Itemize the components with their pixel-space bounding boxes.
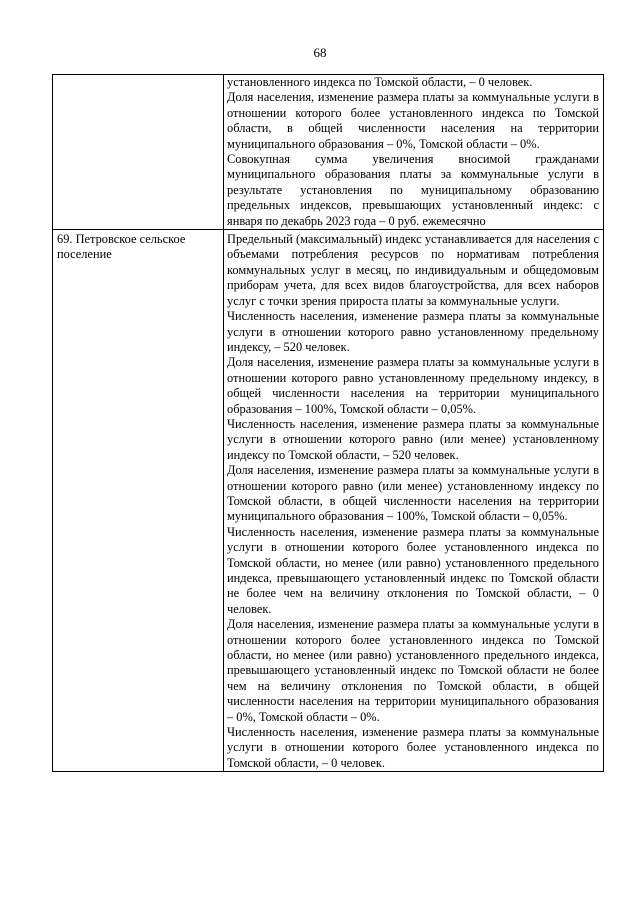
description-paragraph: Численность населения, изменение размера платы за коммунальные услуги в отношении которого равно установленному предельному индексу, – 520 человек. [227,309,599,354]
description-paragraph: Численность населения, изменение размера платы за коммунальные услуги в отношении которого более установленного индекса по Томской области, – 0 человек. [227,725,599,770]
table-row [53,75,604,230]
table-cell-municipality [53,230,224,772]
description-paragraph: Численность населения, изменение размера платы за коммунальные услуги в отношении которого более установленного индекса по Томской области, но менее (или равно) установленного предельного индекса, превышающего установленный индекс по Томской области не более чем на величину отклонения по Томской области, – 0 человек. [227,524,599,616]
description-paragraph: Совокупная сумма увеличения вносимой гражданами муниципального образования платы за коммунальные услуги в результате установления по муниципальному образованию предельных индексов, превышающих установленный индекс: с января по декабрь 2023 года – 0 руб. ежемесячно [227,152,599,228]
page-number: 68 [313,45,327,60]
table-row [53,230,604,772]
description-paragraph: Доля населения, изменение размера платы за коммунальные услуги в отношении которого равно (или менее) установленному индексу по Томской области, в общей численности населения на территории муниципального образования – 100%, Томской области – 0,05%. [227,463,599,524]
municipality-name [53,75,223,77]
table-cell-municipality [53,75,224,230]
description-paragraph: Численность населения, изменение размера платы за коммунальные услуги в отношении которого равно (или менее) установленному индексу по Томской области, – 520 человек. [227,416,599,462]
table-cell-description [224,230,604,772]
description-paragraph: Предельный (максимальный) индекс устанавливается для населения с объемами потребления ресурсов по нормативам потребления коммунальных услуг в месяц, по индивидуальным и общедомовым приборам учета, для всех видов благоустройства, для всех наборов услуг с точки зрения прироста платы за коммунальные услуги. [227,232,599,308]
municipality-name: 69. Петровское сельское поселение [57,232,186,262]
description-paragraph: установленного индекса по Томской области, – 0 человек. [227,75,533,89]
description-paragraph: Доля населения, изменение размера платы за коммунальные услуги в отношении которого более установленного индекса по Томской области, но менее (или равно) установленного предельного индекса, превышающего установленный индекс по Томской области не более чем на величину отклонения по Томской области, в общей численности населения на территории муниципального образования – 0%, Томской области – 0%. [227,617,599,724]
description-paragraph: Доля населения, изменение размера платы за коммунальные услуги в отношении которого равно установленному предельному индексу, в общей численности населения на территории муниципального образования – 100%, Томской области – 0,05%. [227,355,599,416]
document-table [52,74,604,772]
table-cell-description [224,75,604,230]
description-paragraph: Доля населения, изменение размера платы за коммунальные услуги в отношении которого более установленного индекса по Томской области, в общей численности населения на территории муниципального образования – 0%, Томской области – 0%. [227,90,599,151]
